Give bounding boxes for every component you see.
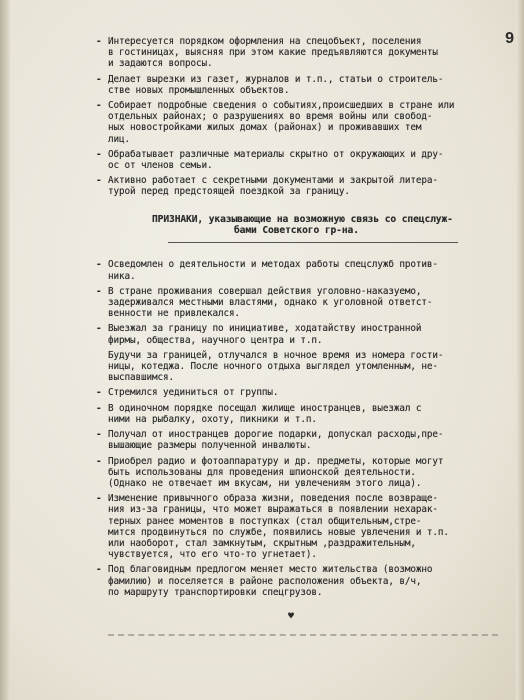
bullet-mark: - bbox=[96, 285, 102, 297]
top-bullet-list bbox=[96, 36, 504, 198]
paragraph bbox=[108, 350, 504, 384]
section-heading bbox=[152, 214, 504, 237]
list-item bbox=[96, 402, 504, 425]
text-line: задерживался местными властями, однако к уголовной ответст- bbox=[108, 297, 433, 309]
text-line: Изменение привычного образа жизни, поведения после возвраще- bbox=[108, 493, 438, 505]
text-line: ных новостройками жилых домах (районах) и проживавших тем bbox=[108, 122, 422, 134]
heading-line: бами Советского гр-на. bbox=[234, 225, 359, 237]
text-line: быть использованы для проведения шпионской деятельности. bbox=[108, 466, 416, 478]
text-line: или наоборот, стал замкнутым, скрытным ,раздражительным, bbox=[108, 537, 416, 549]
bullet-mark: - bbox=[96, 564, 102, 576]
text-line: отдельных районах; о разрушениях во время войны или свобод- bbox=[108, 111, 433, 123]
text-line: венности не привлекался. bbox=[108, 308, 240, 320]
page-left-edge bbox=[0, 0, 10, 700]
heading-line: ПРИЗНАКИ, указывающие на возможную связь со спецслуж- bbox=[152, 213, 453, 225]
text-line: чувствуется, что его что-то угнетает). bbox=[108, 549, 317, 561]
text-line: (Однако не отвечает им вкусам, ни увлечениям этого лица). bbox=[108, 477, 422, 489]
text-line: фамилию) и поселяется в районе расположения объекта, в/ч, bbox=[108, 575, 422, 587]
text-line: в гостиницах, выясняя при этом какие предъявляются документы bbox=[108, 47, 438, 59]
text-line: Интересуется порядком оформления на спецобъект, поселения bbox=[108, 36, 422, 47]
text-line: ними на рыбалку, охоту, пикники и т.п. bbox=[108, 413, 317, 425]
bullet-mark: - bbox=[96, 402, 102, 414]
text-line: ния из-за границы, что может выражаться в появлении нехарак- bbox=[108, 504, 438, 516]
text-line: Делает вырезки из газет, журналов и т.п., статьи о строитель- bbox=[108, 73, 444, 85]
text-line: и задаются вопросы. bbox=[108, 58, 213, 70]
text-line: Обрабатывает различные материалы скрытно от окружающих и дру- bbox=[108, 148, 444, 160]
end-mark: ♥ bbox=[288, 611, 295, 622]
heading-underline bbox=[168, 242, 458, 243]
text-line: фирмы, общества, научного центра и т.п. bbox=[108, 334, 323, 346]
text-line: Будучи за границей, отлучался в ночное время из номера гости- bbox=[108, 349, 444, 361]
text-line: ника. bbox=[108, 270, 136, 282]
list-item bbox=[96, 259, 504, 282]
bottom-dashed-line bbox=[108, 634, 498, 636]
text-line: Активно работает с секретными документами и закрытой литера- bbox=[108, 175, 438, 187]
list-item bbox=[96, 175, 504, 198]
bullet-mark: - bbox=[96, 429, 102, 441]
bottom-bullet-list bbox=[96, 259, 504, 598]
text-line: по маршруту транспортировки спецгрузов. bbox=[108, 586, 323, 598]
list-item bbox=[96, 73, 504, 96]
text-line: выспавшимся. bbox=[108, 372, 174, 384]
list-item bbox=[96, 387, 504, 399]
bullet-mark: - bbox=[96, 148, 102, 160]
bullet-mark: - bbox=[96, 455, 102, 467]
list-item bbox=[96, 100, 504, 145]
bullet-mark: - bbox=[96, 36, 102, 47]
bullet-mark: - bbox=[96, 259, 102, 271]
list-item bbox=[96, 564, 504, 598]
bullet-mark: - bbox=[96, 387, 102, 399]
list-item bbox=[96, 493, 504, 561]
text-line: Получал от иностранцев дорогие подарки, допускал расходы,пре- bbox=[108, 429, 444, 441]
bullet-mark: - bbox=[96, 100, 102, 112]
text-line: стве новых промышленных объектов. bbox=[108, 84, 290, 96]
text-line: вышающие размеры полученной инвалюты. bbox=[108, 440, 312, 452]
text-line: ос от членов семьи. bbox=[108, 160, 213, 172]
list-item bbox=[96, 285, 504, 320]
text-line: лиц. bbox=[108, 133, 130, 145]
text-line: Под благовидным предлогом меняет место жительства (возможно bbox=[108, 564, 433, 576]
text-line: ницы, котеджа. После ночного отдыха выглядел утомленным, не- bbox=[108, 361, 438, 373]
text-line: Выезжал за границу по инициативе, ходатайству иностранной bbox=[108, 323, 422, 335]
text-line: Собирает подробные сведения о событиях,происшедших в стране или bbox=[108, 100, 455, 112]
list-item bbox=[96, 323, 504, 346]
list-item bbox=[96, 429, 504, 452]
text-line: В стране проживания совершал действия уголовно-наказуемо, bbox=[108, 285, 422, 297]
text-line: турой перед предстоящей поездкой за границу. bbox=[108, 186, 350, 198]
text-line: Приобрел радио и фотоаппаратуру и др. предметы, которые могут bbox=[108, 455, 444, 467]
bullet-mark: - bbox=[96, 175, 102, 187]
bullet-mark: - bbox=[96, 493, 102, 505]
list-item bbox=[96, 455, 504, 490]
bullet-mark: - bbox=[96, 323, 102, 335]
text-line: В одиночном порядке посещал жилище иностранцев, выезжал с bbox=[108, 402, 422, 414]
text-line: Стремился уединиться от группы. bbox=[108, 387, 279, 399]
text-line: Осведомлен о деятельности и методах работы спецслужб против- bbox=[108, 259, 438, 271]
document-body bbox=[96, 36, 504, 602]
page-number: 9 bbox=[505, 30, 514, 47]
text-line: терных ранее моментов в поступках (стал общительным,стре- bbox=[108, 515, 422, 527]
page-right-edge bbox=[516, 0, 524, 700]
bullet-mark: - bbox=[96, 73, 102, 85]
list-item bbox=[96, 148, 504, 172]
text-line: мится продвинуться по службе, появились новые увлечения и т.п. bbox=[108, 526, 449, 538]
list-item bbox=[96, 36, 504, 70]
